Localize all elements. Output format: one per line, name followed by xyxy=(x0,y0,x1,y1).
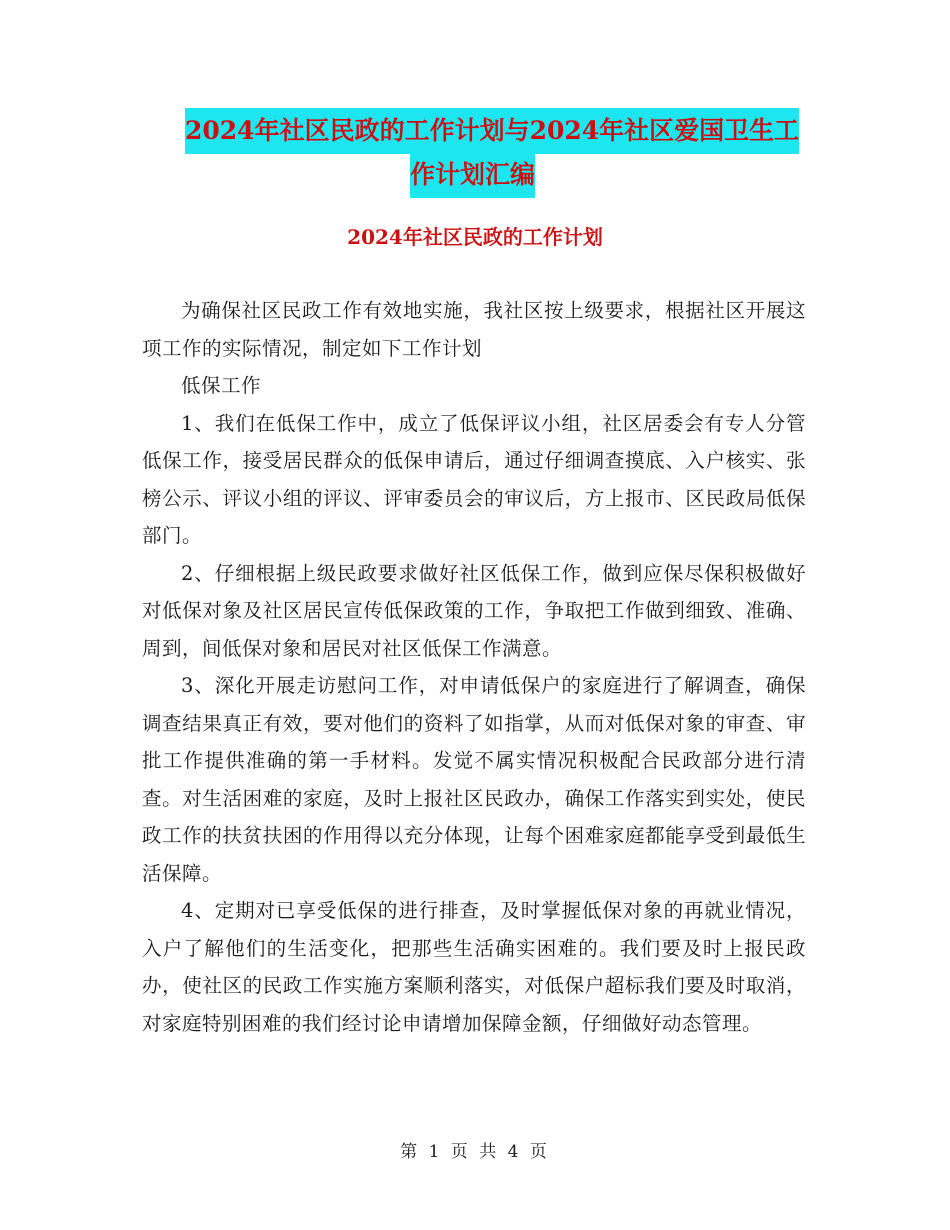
page-footer: 第 1 页 共 4 页 xyxy=(400,1142,550,1162)
paragraph-item-4: 4、定期对已享受低保的进行排查，及时掌握低保对象的再就业情况，入户了解他们的生活变化，把那些生活确实困难的。我们要及时上报民政办，使社区的民政工作实施方案顺利落实，对低保户超标我们要及时取消，对家庭特别困难的我们经讨论申请增加保障金额，仔细做好动态管理。 xyxy=(142,899,806,1035)
paragraph-item-1: 1、我们在低保工作中，成立了低保评议小组，社区居委会有专人分管低保工作，接受居民群众的低保申请后，通过仔细调查摸底、入户核实、张榜公示、评议小组的评议、评审委员会的审议后，方上报市、区民政局低保部门。 xyxy=(142,411,806,547)
document-title-line-1: 2024年社区民政的工作计划与2024年社区爱国卫生工 xyxy=(185,108,799,154)
paragraph-item-3: 3、深化开展走访慰问工作，对申请低保户的家庭进行了解调查，确保调查结果真正有效，要对他们的资料了如指掌，从而对低保对象的审查、审批工作提供准确的第一手材料。发觉不属实情况积极配合民政部分进行清查。对生活困难的家庭，及时上报社区民政办，确保工作落实到实处，使民政工作的扶贫扶困的作用得以充分体现，让每个困难家庭都能享受到最低生活保障。 xyxy=(142,674,806,885)
paragraph-intro: 为确保社区民政工作有效地实施，我社区按上级要求，根据社区开展这项工作的实际情况，制定如下工作计划 xyxy=(142,299,806,360)
section-title: 2024年社区民政的工作计划 xyxy=(347,225,603,249)
document-body xyxy=(142,292,806,1042)
paragraph-subheading: 低保工作 xyxy=(181,374,262,397)
paragraph-item-2: 2、仔细根据上级民政要求做好社区低保工作，做到应保尽保积极做好对低保对象及社区居民宣传低保政策的工作，争取把工作做到细致、准确、周到，间低保对象和居民对社区低保工作满意。 xyxy=(142,561,806,660)
document-title-line-2: 作计划汇编 xyxy=(410,152,535,198)
